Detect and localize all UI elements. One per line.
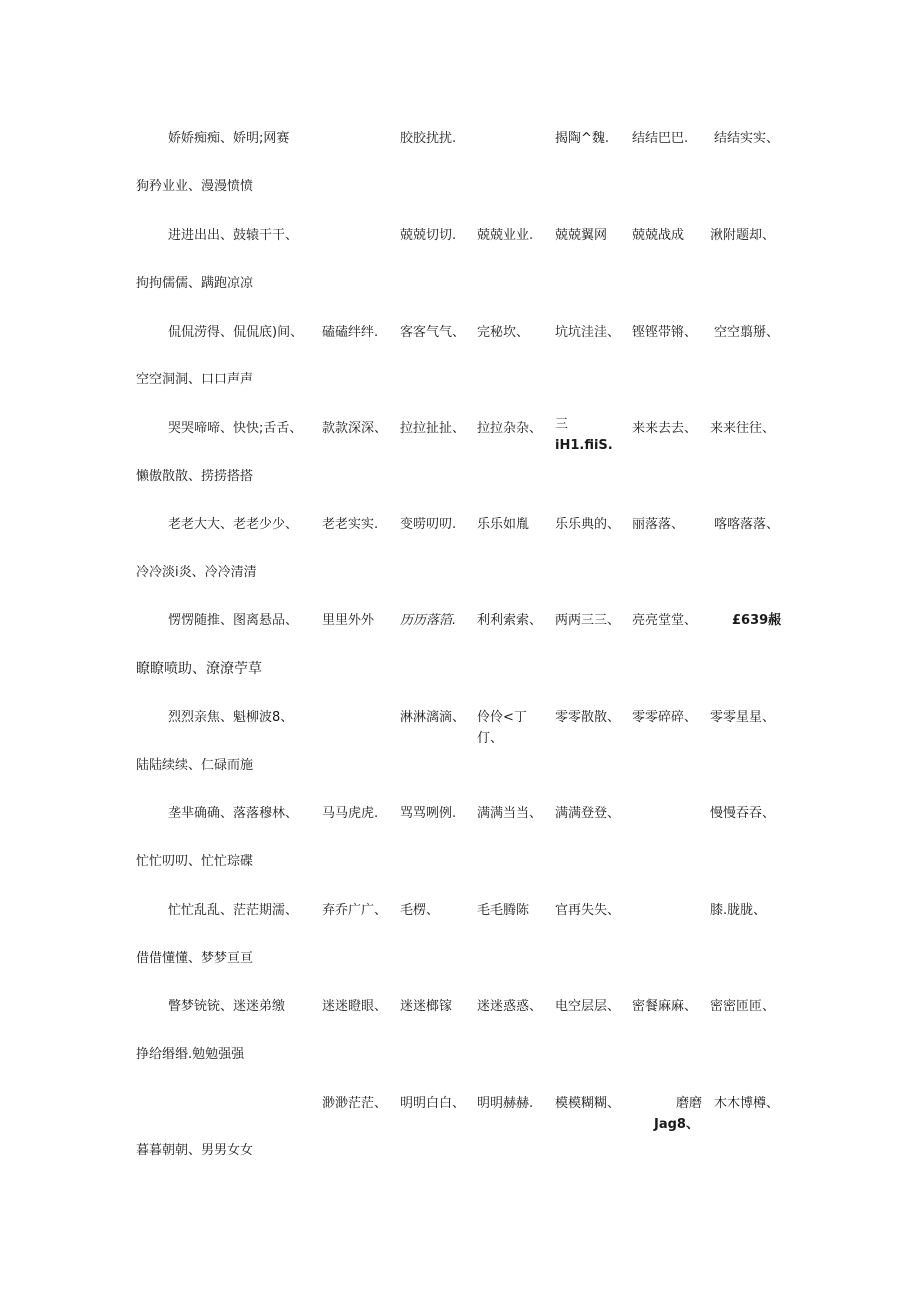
entry-text: 客客气气、 <box>400 325 466 340</box>
entry-text: Jag8、 <box>654 1117 699 1132</box>
entry-text: 完秘坎、 <box>477 325 530 340</box>
continuation-line: 陆陆续续、仁碌而施 <box>136 758 254 773</box>
continuation-line: 狗矜业业、漫漫愤愤 <box>136 179 254 194</box>
entry-text: 忙忙乱乱、茫茫期濡、 <box>168 903 299 918</box>
entry-text: 弃乔广广、 <box>322 903 388 918</box>
entry-text: 拉拉扯扯、 <box>400 421 466 436</box>
continuation-line: 懒傲散散、捞捞搭搭 <box>136 469 254 484</box>
entry-text: 密密匝匝、 <box>710 999 776 1014</box>
entry-text: 结结巴巴. <box>632 131 689 146</box>
entry-text: 零零散散、 <box>555 710 621 725</box>
entry-text: 明明白白、 <box>400 1096 466 1111</box>
continuation-line: 暮暮朝朝、男男女女 <box>136 1143 254 1158</box>
entry-text: 迷迷瞪眼、 <box>322 999 388 1014</box>
entry-text: 湫附题却、 <box>710 228 776 243</box>
entry-text: 兢兢翼网 <box>555 228 608 243</box>
entry-text: 乐乐如胤 <box>477 517 530 532</box>
entry-text: 喀喀落落、 <box>714 517 780 532</box>
entry-text: 零零星星、 <box>710 710 776 725</box>
entry-text: 乐乐典的、 <box>555 517 621 532</box>
continuation-line: 忙忙叨叨、忙忙琮碟 <box>136 854 254 869</box>
entry-text: 愣愣随推、图离悬品、 <box>168 613 299 628</box>
entry-text: 磨磨 <box>676 1096 703 1111</box>
entry-text: 丽落落、 <box>632 517 685 532</box>
continuation-line: 借借懂懂、梦梦亘亘 <box>136 951 254 966</box>
entry-text: 兢兢业业. <box>477 228 534 243</box>
entry-text: 明明赫赫. <box>477 1096 534 1111</box>
entry-text: 电空层层、 <box>555 999 621 1014</box>
entry-text: 坑坑洼洼、 <box>555 325 621 340</box>
entry-text: 毛楞、 <box>400 903 440 918</box>
entry-text: 空空翦掰、 <box>714 325 780 340</box>
entry-text: 老老大大、老老少少、 <box>168 517 299 532</box>
entry-text: 密餐麻麻、 <box>632 999 698 1014</box>
entry-text: 木木博樽、 <box>714 1096 780 1111</box>
entry-text: 揭陶^魏. <box>555 131 610 146</box>
entry-text: 迷迷榔镓 <box>400 999 453 1014</box>
continuation-line: 冷冷淡i炎、冷冷清清 <box>136 565 257 580</box>
entry-text: 三 <box>555 417 569 432</box>
entry-text: 迷迷惑惑、 <box>477 999 543 1014</box>
entry-text: 老老实实. <box>322 517 379 532</box>
entry-text: 亮亮堂堂、 <box>632 613 698 628</box>
entry-text: 满满当当、 <box>477 806 543 821</box>
entry-text: 两两三三、 <box>555 613 621 628</box>
entry-text: 变唠叨叨. <box>400 517 457 532</box>
entry-text: 瞥梦铳铳、迷迷弟缴 <box>168 999 286 1014</box>
entry-text: 淋淋漓滴、 <box>400 710 466 725</box>
entry-text: 来来往往、 <box>710 421 776 436</box>
entry-text: 满满登登、 <box>555 806 621 821</box>
continuation-line: 空空洞洞、口口声声 <box>136 372 254 387</box>
entry-text: 兢兢战成 <box>632 228 685 243</box>
entry-text: 骂骂咧例. <box>400 806 457 821</box>
entry-text: 进进出出、鼓辕干干、 <box>168 228 299 243</box>
entry-text: 毛毛腾陈 <box>477 903 530 918</box>
entry-text: 拉拉杂杂、 <box>477 421 543 436</box>
entry-text: £639赧 <box>732 613 782 628</box>
entry-text: 慢慢吞吞、 <box>710 806 776 821</box>
entry-text: 烈烈亲焦、魁柳波8、 <box>168 710 294 725</box>
entry-text: 侃侃涝得、侃侃底)间、 <box>168 325 304 340</box>
entry-text: 膝.胧胧、 <box>710 903 767 918</box>
entry-text: 垄芈确确、落落穆林、 <box>168 806 299 821</box>
entry-text: 渺渺茫茫、 <box>322 1096 388 1111</box>
entry-text: 仃、 <box>477 731 504 746</box>
entry-text: 来来去去、 <box>632 421 698 436</box>
entry-text: 结结实实、 <box>714 131 780 146</box>
entry-text: 娇娇痴痴、娇明;网赛 <box>168 131 290 146</box>
entry-text: 利利索索、 <box>477 613 543 628</box>
entry-text: 胶胶扰扰. <box>400 131 457 146</box>
entry-text: 马马虎虎. <box>322 806 379 821</box>
continuation-line: 挣给缗缗.勉勉强强 <box>136 1047 245 1062</box>
entry-text: 哭哭啼啼、快快;舌舌、 <box>168 421 303 436</box>
entry-text: 铿铿带锵、 <box>632 325 698 340</box>
continuation-line: 瞭瞭喷助、潦潦苧草 <box>136 661 262 677</box>
entry-text: iH1.fiiS. <box>555 438 613 453</box>
entry-text: 零零碎碎、 <box>632 710 698 725</box>
entry-text: 历历落箔. <box>400 613 457 628</box>
entry-text: 官再失失、 <box>555 903 621 918</box>
entry-text: 里里外外 <box>322 613 375 628</box>
entry-text: 磕磕绊绊. <box>322 325 379 340</box>
entry-text: 款款深深、 <box>322 421 388 436</box>
continuation-line: 拘拘儒儒、蹒跑凉凉 <box>136 276 254 291</box>
entry-text: 伶伶<丁 <box>477 710 527 725</box>
entry-text: 兢兢切切. <box>400 228 457 243</box>
entry-text: 模模糊糊、 <box>555 1096 621 1111</box>
